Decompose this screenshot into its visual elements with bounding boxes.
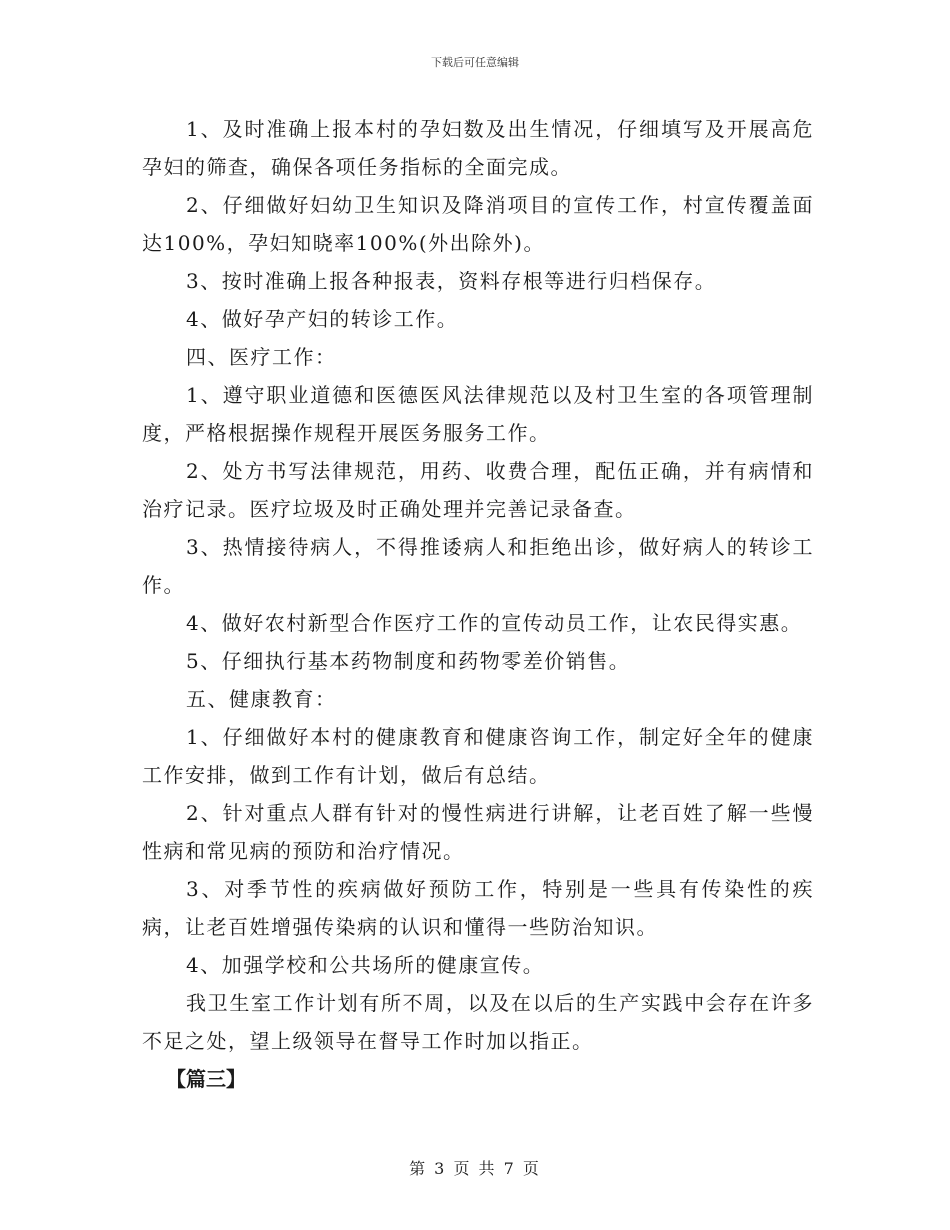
paragraph-health-3: 3、对季节性的疾病做好预防工作，特别是一些具有传染性的疾病，让老百姓增强传染病的认识和懂得一些防治知识。 — [142, 877, 814, 939]
paragraph-health-1: 1、仔细做好本村的健康教育和健康咨询工作，制定好全年的健康工作安排，做到工作有计划，做后有总结。 — [142, 725, 814, 787]
document-body — [142, 110, 814, 1098]
paragraph-medical-5: 5、仔细执行基本药物制度和药物零差价销售。 — [186, 649, 631, 673]
paragraph-medical-1: 1、遵守职业道德和医德医风法律规范以及村卫生室的各项管理制度，严格根据操作规程开展医务服务工作。 — [142, 383, 814, 445]
paragraph-health-2: 2、针对重点人群有针对的慢性病进行讲解，让老百姓了解一些慢性病和常见病的预防和治疗情况。 — [142, 801, 814, 863]
paragraph-2: 2、仔细做好妇幼卫生知识及降消项目的宣传工作，村宣传覆盖面达100%，孕妇知晓率100%(外出除外)。 — [142, 193, 814, 255]
paragraph-medical-4: 4、做好农村新型合作医疗工作的宣传动员工作，让农民得实惠。 — [186, 611, 803, 635]
paragraph-health-4: 4、加强学校和公共场所的健康宣传。 — [186, 953, 545, 977]
section-title-medical: 四、医疗工作： — [186, 345, 337, 369]
paragraph-3: 3、按时准确上报各种报表，资料存根等进行归档保存。 — [186, 269, 717, 293]
section-title-health-education: 五、健康教育： — [186, 687, 337, 711]
paragraph-medical-3: 3、热情接待病人，不得推诿病人和拒绝出诊，做好病人的转诊工作。 — [142, 535, 814, 597]
paragraph-4: 4、做好孕产妇的转诊工作。 — [186, 307, 459, 331]
page-footer: 第 3 页 共 7 页 — [409, 1159, 541, 1178]
chapter-heading: 【篇三】 — [166, 1067, 246, 1091]
page-header: 下载后可任意编辑 — [431, 56, 519, 69]
paragraph-conclusion: 我卫生室工作计划有所不周，以及在以后的生产实践中会存在许多不足之处，望上级领导在督导工作时加以指正。 — [142, 991, 814, 1053]
paragraph-medical-2: 2、处方书写法律规范，用药、收费合理，配伍正确，并有病情和治疗记录。医疗垃圾及时正确处理并完善记录备查。 — [142, 459, 814, 521]
paragraph-1: 1、及时准确上报本村的孕妇数及出生情况，仔细填写及开展高危孕妇的筛查，确保各项任务指标的全面完成。 — [142, 117, 814, 179]
